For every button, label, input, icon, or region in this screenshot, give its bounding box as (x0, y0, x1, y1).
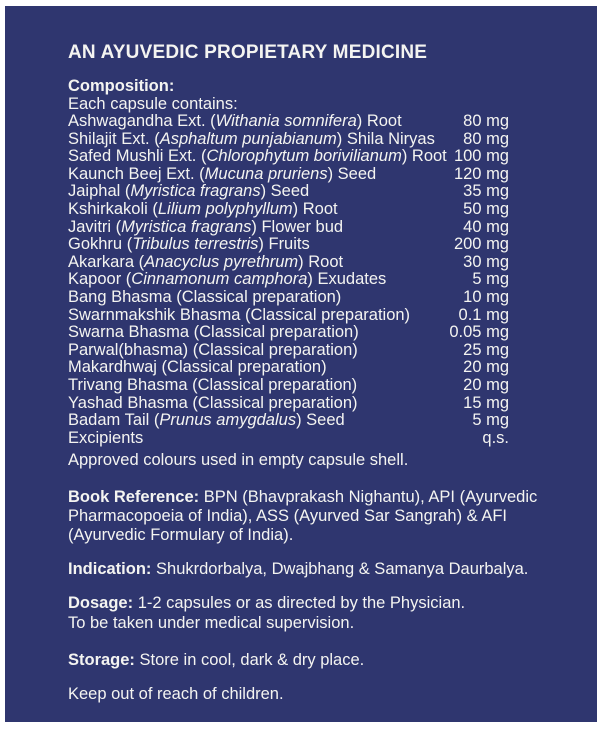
page-title: AN AYUVEDIC PROPIETARY MEDICINE (68, 42, 428, 63)
ingredient-name: Trivang Bhasma (Classical preparation) (68, 376, 358, 394)
ingredient-name: Kshirkakoli (Lilium polyphyllum) Root (68, 200, 338, 218)
ingredient-name: Parwal(bhasma) (Classical preparation) (68, 341, 358, 359)
ingredient-row (68, 113, 509, 131)
ingredient-name: Javitri (Myristica fragrans) Flower bud (68, 218, 344, 236)
ingredient-quantity: 25 mg (463, 340, 509, 359)
storage-text: Store in cool, dark & dry place. (139, 651, 365, 670)
ingredient-row (68, 395, 509, 413)
ingredient-row (68, 201, 509, 219)
ingredient-row (68, 131, 509, 149)
storage (68, 651, 539, 670)
ingredient-quantity: 40 mg (463, 217, 509, 236)
ingredient-name: Swarnmakshik Bhasma (Classical preparation) (68, 306, 411, 324)
ingredient-row (68, 342, 509, 360)
ingredient-row (68, 236, 509, 254)
ingredient-quantity: 50 mg (463, 199, 509, 218)
ingredient-quantity: 35 mg (463, 182, 509, 201)
ingredient-row (68, 183, 509, 201)
ingredient-row (68, 219, 509, 237)
composition-section (68, 77, 539, 470)
ingredient-row (68, 289, 509, 307)
ingredient-latin-name: Tribulus terrestris (132, 236, 259, 254)
ingredient-latin-name: Mucuna pruriens (204, 165, 328, 183)
ingredient-name: Bang Bhasma (Classical preparation) (68, 288, 342, 306)
ingredient-name: Kaunch Beej Ext. (Mucuna pruriens) Seed (68, 165, 377, 183)
ingredient-quantity: 20 mg (463, 375, 509, 394)
ingredient-row (68, 430, 509, 448)
ingredient-quantity: 0.1 mg (458, 305, 509, 324)
composition-heading: Composition: (68, 77, 175, 95)
ingredient-name: Jaiphal (Myristica fragrans) Seed (68, 183, 310, 201)
ingredient-row (68, 377, 509, 395)
ingredient-latin-name: Withania somnifera (215, 113, 357, 130)
ingredient-name: Excipients (68, 429, 144, 447)
ingredient-name: Safed Mushli Ext. (Chlorophytum borivilianum) Root (68, 148, 447, 166)
ingredient-quantity: 0.05 mg (449, 323, 509, 342)
ingredient-row (68, 254, 509, 272)
ingredient-row (68, 166, 509, 184)
storage-label: Storage: (68, 651, 135, 670)
ingredient-row (68, 271, 509, 289)
ingredient-latin-name: Prunus amygdalus (159, 412, 297, 430)
ingredient-latin-name: Asphaltum punjabianum (159, 130, 337, 148)
book-reference-label: Book Reference: (68, 488, 200, 507)
ingredient-quantity: 80 mg (463, 112, 509, 130)
ingredient-quantity: 15 mg (463, 393, 509, 412)
ingredient-quantity: 200 mg (453, 235, 509, 254)
ingredient-name: Ashwagandha Ext. (Withania somnifera) Root (68, 113, 402, 130)
capsule-shell-note: Approved colours used in empty capsule shell. (68, 451, 409, 470)
ingredient-name: Badam Tail (Prunus amygdalus) Seed (68, 412, 345, 430)
ingredient-name: Shilajit Ext. (Asphaltum punjabianum) Shila Niryas (68, 130, 435, 148)
ingredient-latin-name: Myristica fragrans (121, 218, 252, 236)
book-reference (68, 488, 539, 545)
ingredient-name: Akarkara (Anacyclus pyrethrum) Root (68, 253, 344, 271)
dosage-note: To be taken under medical supervision. (68, 614, 355, 633)
ingredient-name: Yashad Bhasma (Classical preparation) (68, 394, 358, 412)
ingredient-row (68, 324, 509, 342)
ingredient-name: Kapoor (Cinnamonum camphora) Exudates (68, 271, 387, 289)
ingredient-quantity: 10 mg (463, 287, 509, 306)
dosage-label: Dosage: (68, 594, 134, 613)
ingredient-quantity: 30 mg (463, 252, 509, 271)
ingredient-quantity: 80 mg (463, 129, 509, 148)
ingredient-row (68, 359, 509, 377)
ingredient-latin-name: Anacyclus pyrethrum (144, 253, 299, 271)
ingredient-latin-name: Myristica fragrans (130, 183, 261, 201)
ingredient-quantity: 120 mg (453, 164, 509, 183)
ingredient-list (68, 113, 509, 447)
ingredient-row (68, 412, 509, 430)
ingredient-quantity: 5 mg (472, 270, 509, 289)
ingredient-name: Gokhru (Tribulus terrestris) Fruits (68, 236, 310, 254)
ingredient-quantity: 5 mg (472, 411, 509, 430)
indication (68, 560, 539, 579)
dosage (68, 594, 539, 613)
ingredient-quantity: q.s. (482, 428, 509, 447)
ingredient-quantity: 20 mg (463, 358, 509, 377)
ingredient-latin-name: Chlorophytum borivilianum (206, 148, 402, 166)
ingredient-latin-name: Lilium polyphyllum (157, 200, 293, 218)
indication-text: Shukrdorbalya, Dwajbhang & Samanya Daurbalya. (156, 560, 529, 579)
indication-label: Indication: (68, 560, 152, 579)
warning-text: Keep out of reach of children. (68, 685, 284, 704)
composition-subheading: Each capsule contains: (68, 95, 238, 113)
ingredient-name: Swarna Bhasma (Classical preparation) (68, 324, 359, 342)
ingredient-row (68, 148, 509, 166)
label-panel (5, 6, 597, 722)
ingredient-quantity: 100 mg (453, 147, 509, 166)
ingredient-latin-name: Cinnamonum camphora (131, 271, 308, 289)
dosage-text: 1-2 capsules or as directed by the Physician. (137, 594, 466, 613)
ingredient-name: Makardhwaj (Classical preparation) (68, 359, 327, 377)
book-reference-text: BPN (Bhavprakash Nighantu), API (Ayurvedic Pharmacopoeia of India), ASS (Ayurved Sar Sangrah) & AFI (Ayurvedic Formulary of India). (68, 488, 538, 545)
ingredient-row (68, 307, 509, 325)
